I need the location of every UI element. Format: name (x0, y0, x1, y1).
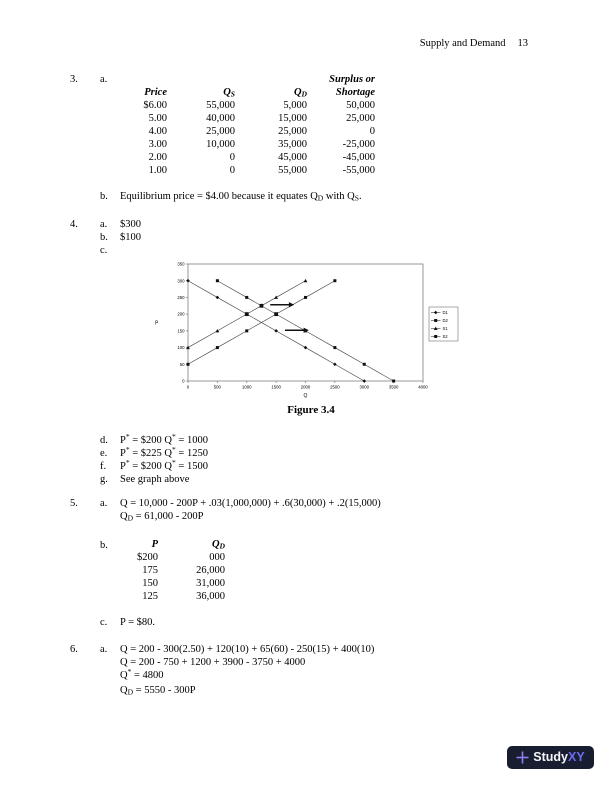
q5b-table-cell: 26,000 (196, 565, 225, 576)
chart-legend (429, 307, 458, 341)
x-tick-label: 4000 (418, 384, 428, 390)
q3-table-cell: 40,000 (206, 113, 235, 124)
q3-table-cell: 25,000 (206, 126, 235, 137)
q4-item-d-label: d. (100, 435, 108, 446)
y-axis-label: P (155, 320, 159, 327)
q3-item-b-label: b. (100, 191, 108, 202)
q3-table-cell: 35,000 (278, 139, 307, 150)
q3-table-header-top (120, 73, 375, 86)
q3-table-header (120, 86, 375, 99)
q5b-table-cell: 36,000 (196, 591, 225, 602)
q4-item-g-text: See graph above (120, 474, 190, 485)
q6-number: 6. (70, 644, 78, 655)
q3-table-cell: 50,000 (346, 100, 375, 111)
q3-col4-header-line2: Shortage (335, 87, 375, 98)
q4-item-f-text: P* = $200 Q* = 1500 (120, 458, 208, 472)
figure-chart (150, 253, 472, 403)
q3-table-rows (120, 99, 375, 177)
q3-table-cell: 10,000 (206, 139, 235, 150)
y-tick-label: 150 (177, 328, 185, 334)
q3-col3-header: $Q_D$ (293, 87, 307, 99)
q4-item-a-text: $300 (120, 219, 141, 230)
q5-b-table-rows (120, 551, 225, 603)
q3-table-cell: -55,000 (342, 165, 375, 176)
q3-table-cell: 25,000 (346, 113, 375, 124)
q3-table-cell: 0 (229, 165, 235, 176)
shift-arrow-icon (270, 302, 294, 307)
x-tick-label: 2000 (300, 384, 311, 390)
q3-table-cell: 1.00 (148, 165, 167, 176)
q5-item-b-label: b. (100, 540, 108, 551)
q4-number: 4. (70, 219, 78, 230)
y-tick-label: 250 (177, 295, 185, 301)
y-tick-label: 350 (177, 261, 185, 267)
studyxy-logo (507, 746, 594, 769)
y-tick-label: 200 (177, 311, 185, 317)
q6-item-a-label: a. (100, 644, 108, 655)
q5-item-c-label: c. (100, 617, 108, 628)
q4-item-f-label: f. (100, 461, 107, 472)
q5b-table-cell: $200 (137, 552, 158, 563)
x-axis-label: Q (303, 393, 308, 399)
y-tick-label: 100 (177, 345, 185, 351)
q5b-table-cell: 175 (142, 565, 158, 576)
q4-item-e-text: P* = $225 Q* = 1250 (120, 445, 208, 459)
x-tick-label: 1000 (241, 384, 252, 390)
q5-item-a-line2: $Q_D = 61,000 - 200P$ (120, 511, 204, 523)
q4-item-b-label: b. (100, 232, 108, 243)
q5-item-a-label: a. (100, 498, 108, 509)
q5b-table-cell: 125 (142, 591, 158, 602)
q3-table-cell: 5.00 (148, 113, 167, 124)
x-tick-label: 1500 (271, 384, 281, 390)
q4-item-e-label: e. (100, 448, 108, 459)
x-tick-label: 3500 (388, 384, 399, 390)
q5b-table-cell: 31,000 (196, 578, 225, 589)
q5-b-table (120, 538, 225, 603)
q3-table-cell: 15,000 (278, 113, 307, 124)
q3-table-cell: 0 (229, 152, 235, 163)
q4-item-c-label: c. (100, 245, 108, 256)
legend-label-S2: S2 (442, 334, 448, 340)
series-S2 (187, 279, 337, 366)
x-tick-label: 500 (213, 384, 221, 390)
q5-item-c-text: P = $80. (120, 617, 155, 628)
figure-caption: Figure 3.4 (287, 404, 335, 416)
q3-table-cell: 0 (369, 126, 375, 137)
q4-item-b-text: $100 (120, 232, 141, 243)
q3-table-cell: 55,000 (206, 100, 235, 111)
q3-col4-header-line1: Surplus or (329, 74, 375, 85)
q3-number: 3. (70, 74, 78, 85)
q6-line4: $Q_D = 5550 - 300P$ (120, 685, 196, 697)
q4-item-a-label: a. (100, 219, 108, 230)
q5b-table-cell: 000 (209, 552, 225, 563)
q4-item-g-label: g. (100, 474, 108, 485)
q3-table-cell: 5,000 (283, 100, 307, 111)
q6-line2: Q = 200 - 750 + 1200 + 3900 - 3750 + 4000 (120, 657, 306, 668)
page-header (420, 37, 528, 50)
q5b-table-cell: 150 (142, 578, 158, 589)
legend-label-S1: S1 (442, 326, 448, 332)
header-title: Supply and Demand (419, 38, 506, 49)
q5-item-a-line1: Q = 10,000 - 200P + .03(1,000,000) + .6(30,000) + .2(15,000) (120, 498, 381, 509)
x-tick-label: 3000 (359, 384, 370, 390)
plus-icon (516, 751, 529, 764)
q3-col1-header: Price (144, 87, 167, 98)
q5b-col1-header: P (151, 539, 158, 550)
q5b-col2-header: $Q_D$ (211, 539, 225, 551)
q3-col2-header: $Q_S$ (223, 87, 235, 99)
x-tick-label: 2500 (330, 384, 340, 390)
q6-line1: Q = 200 - 300(2.50) + 120(10) + 65(60) - 250(15) + 400(10) (120, 644, 375, 655)
q3-table-cell: 55,000 (278, 165, 307, 176)
q3-table-cell: 25,000 (278, 126, 307, 137)
y-tick-label: 50 (179, 361, 185, 367)
y-tick-label: 0 (182, 378, 185, 384)
header-page-number: 13 (517, 38, 528, 49)
legend-label-D2: D2 (442, 318, 448, 324)
q3-table-cell: 4.00 (148, 126, 167, 137)
q3-item-a-label: a. (100, 74, 108, 85)
q3-table-cell: 2.00 (148, 152, 167, 163)
logo-text-study: Study (533, 750, 569, 764)
q3-item-b-text: Equilibrium price = $4.00 because it equates $Q_D$ with $Q_S$. (120, 191, 362, 203)
q5-b-table-header (120, 538, 225, 551)
q3-table (120, 73, 375, 177)
q3-table-cell: -25,000 (342, 139, 375, 150)
q4-item-d-text: P* = $200 Q* = 1000 (120, 432, 208, 446)
logo-text-xy: XY (568, 750, 585, 764)
q6-line3: Q* = 4800 (120, 667, 164, 681)
q5-number: 5. (70, 498, 78, 509)
y-tick-label: 300 (177, 278, 185, 284)
x-tick-label: 0 (186, 384, 190, 390)
q3-table-cell: 3.00 (148, 139, 167, 150)
q3-table-cell: -45,000 (342, 152, 375, 163)
legend-label-D1: D1 (442, 310, 448, 316)
series-D1 (186, 279, 366, 383)
q3-table-cell: $6.00 (143, 100, 167, 111)
q3-table-cell: 45,000 (278, 152, 307, 163)
